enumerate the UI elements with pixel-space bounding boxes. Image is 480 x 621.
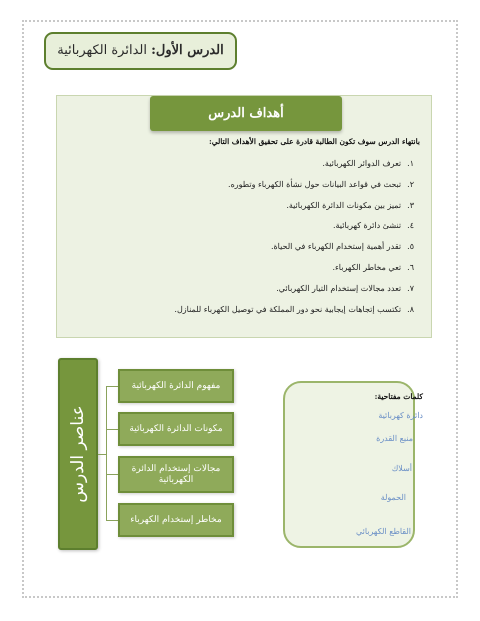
connector-line [98, 454, 106, 455]
lesson-title [44, 32, 237, 70]
keyword-item: القاطع الكهربائي [355, 527, 411, 536]
keywords-title: كلمات مفتاحية: [374, 392, 423, 401]
lesson-title-name: الدائرة الكهربائية [57, 43, 152, 58]
goal-item [64, 261, 414, 282]
goal-text: تعي مخاطر الكهرباء. [332, 262, 402, 272]
keyword-item: منبع القدرة [376, 434, 413, 443]
keyword-item: الحمولة [380, 493, 406, 502]
goals-list [64, 157, 414, 323]
goal-text: تعرف الدوائر الكهربائية. [322, 159, 402, 168]
topic-box: مكونات الدائرة الكهربائية [118, 412, 234, 446]
goals-intro: بانتهاء الدرس سوف تكون الطالبة قادرة على تحقيق الأهداف التالي: [208, 137, 420, 146]
goal-item [64, 282, 414, 303]
goal-number: ١. [407, 159, 414, 168]
goals-header: أهداف الدرس [150, 96, 342, 131]
lesson-elements-label [58, 358, 98, 550]
topic-box: مخاطر إستخدام الكهرباء [118, 503, 234, 537]
goal-text: تبحث في قواعد البيانات حول نشأة الكهرباء وتطوره. [228, 179, 402, 189]
goal-number: ٤. [407, 221, 414, 231]
goal-item [64, 199, 414, 220]
lesson-elements-text: عناصر الدرس [68, 405, 88, 503]
goal-item [64, 240, 414, 261]
branch-line [106, 386, 118, 387]
goal-item [64, 157, 414, 178]
goal-number: ٥. [407, 242, 414, 252]
goal-item [64, 219, 414, 240]
goal-item [64, 303, 414, 324]
topic-box: مفهوم الدائرة الكهربائية [118, 369, 234, 403]
lesson-title-prefix: الدرس الأول: [151, 43, 224, 58]
goal-item [64, 178, 414, 199]
goal-number: ٢. [407, 179, 414, 189]
goal-number: ٣. [407, 200, 414, 210]
goal-text: تميز بين مكونات الدائرة الكهربائية. [286, 200, 402, 210]
goal-number: ٨. [407, 304, 414, 314]
goal-text: تنشئ دائرة كهربائية. [332, 221, 402, 231]
branch-line [106, 520, 118, 521]
branch-line [106, 429, 118, 430]
branch-line [106, 474, 118, 475]
goal-text: تكتسب إتجاهات إيجابية نحو دور المملكة في توصيل الكهرباء للمنازل. [174, 304, 402, 314]
tree-line [106, 386, 107, 520]
keyword-item: دائرة كهربائية [378, 411, 423, 420]
keyword-item: أسلاك [391, 464, 412, 473]
goal-text: تعدد مجالات إستخدام التيار الكهربائي. [276, 283, 402, 293]
goal-number: ٦. [407, 262, 414, 272]
goal-text: تقدر أهمية إستخدام الكهرباء في الحياة. [270, 242, 402, 252]
goal-number: ٧. [407, 283, 414, 293]
topic-box: مجالات إستخدام الدائرة الكهربائية [118, 456, 234, 493]
